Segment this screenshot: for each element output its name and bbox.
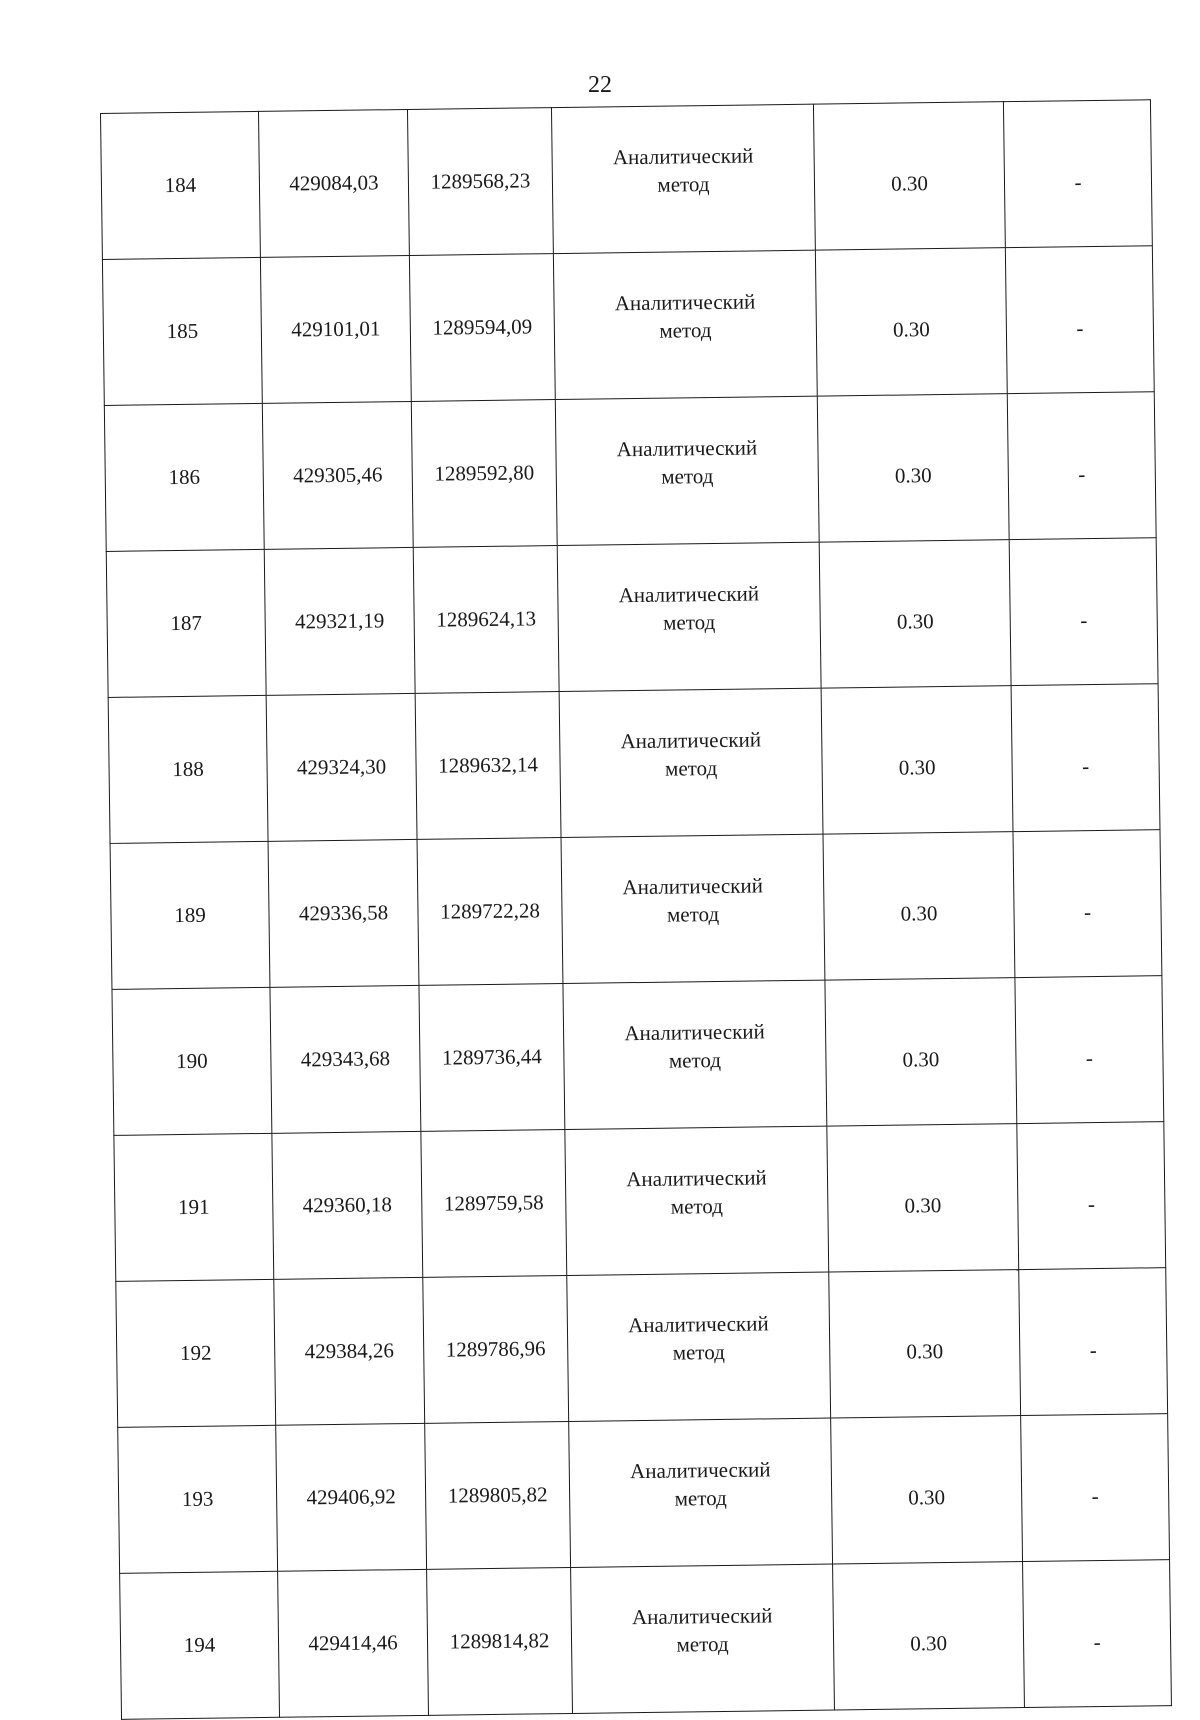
method-line-1: Аналитический (631, 1603, 773, 1630)
note-cell: - (1007, 392, 1156, 540)
note-cell: - (1021, 1414, 1170, 1562)
method-cell (563, 980, 827, 1129)
table-row (108, 684, 1160, 844)
x-coordinate-cell: 429336,58 (268, 839, 419, 987)
method-cell (553, 250, 817, 399)
y-coordinate-cell: 1289594,09 (409, 254, 555, 402)
x-coordinate-cell: 429084,03 (258, 109, 409, 257)
x-coordinate-cell: 429101,01 (260, 255, 411, 403)
note-cell: - (1011, 684, 1160, 832)
method-cell (569, 1418, 833, 1567)
method-line-2: метод (668, 1047, 722, 1073)
method-cell (567, 1272, 831, 1421)
method-cell (557, 542, 821, 691)
accuracy-cell: 0.30 (813, 102, 1005, 250)
method-line-2: метод (676, 1631, 729, 1657)
method-line-2: метод (657, 171, 710, 197)
note-cell: - (1023, 1560, 1172, 1708)
coordinates-table-wrapper (100, 99, 1171, 1720)
x-coordinate-cell: 429324,30 (266, 693, 417, 841)
table-body (101, 100, 1172, 1720)
method-line-2: метод (674, 1485, 727, 1511)
point-number-cell: 188 (108, 695, 268, 843)
method-cell (555, 396, 819, 545)
accuracy-cell: 0.30 (833, 1562, 1025, 1710)
method-line-2: метод (663, 609, 716, 635)
accuracy-cell: 0.30 (817, 394, 1009, 542)
method-line-2: метод (659, 317, 712, 343)
method-line-1: Аналитический (612, 143, 754, 170)
y-coordinate-cell: 1289722,28 (417, 838, 563, 986)
note-cell: - (1017, 1122, 1166, 1270)
note-cell: - (1015, 976, 1164, 1124)
method-line-1: Аналитический (626, 1165, 767, 1192)
accuracy-cell: 0.30 (829, 1270, 1021, 1418)
accuracy-cell: 0.30 (821, 686, 1013, 834)
point-number-cell: 190 (112, 987, 272, 1135)
method-line-1: Аналитический (616, 435, 758, 462)
point-number-cell: 189 (110, 841, 270, 989)
note-cell: - (1005, 246, 1154, 394)
method-line-2: метод (672, 1339, 725, 1365)
method-line-1: Аналитический (624, 1019, 765, 1046)
x-coordinate-cell: 429305,46 (262, 401, 413, 549)
point-number-cell: 184 (101, 111, 261, 259)
method-cell (571, 1564, 835, 1713)
table-row (104, 392, 1156, 552)
table-row (102, 246, 1154, 406)
method-cell (561, 834, 825, 983)
coordinates-table (100, 99, 1172, 1720)
note-cell: - (1009, 538, 1158, 686)
y-coordinate-cell: 1289786,96 (423, 1275, 569, 1423)
accuracy-cell: 0.30 (827, 1124, 1019, 1272)
x-coordinate-cell: 429343,68 (270, 985, 421, 1133)
y-coordinate-cell: 1289736,44 (419, 984, 565, 1132)
y-coordinate-cell: 1289624,13 (413, 546, 559, 694)
accuracy-cell: 0.30 (823, 832, 1015, 980)
note-cell: - (1013, 830, 1162, 978)
point-number-cell: 191 (114, 1133, 274, 1281)
method-cell (565, 1126, 829, 1275)
method-line-1: Аналитический (620, 727, 762, 754)
table-row (106, 538, 1158, 698)
x-coordinate-cell: 429321,19 (264, 547, 415, 695)
method-line-2: метод (670, 1193, 724, 1219)
method-cell (551, 104, 815, 253)
method-line-1: Аналитический (614, 289, 756, 316)
y-coordinate-cell: 1289814,82 (427, 1567, 573, 1715)
method-line-2: метод (664, 755, 718, 781)
method-cell (559, 688, 823, 837)
note-cell: - (1019, 1268, 1168, 1416)
point-number-cell: 193 (118, 1425, 278, 1573)
table-row (110, 830, 1162, 990)
method-line-1: Аналитический (628, 1311, 769, 1338)
table-row (114, 1122, 1166, 1282)
y-coordinate-cell: 1289568,23 (407, 108, 553, 256)
x-coordinate-cell: 429406,92 (276, 1423, 427, 1571)
method-line-1: Аналитический (629, 1457, 771, 1484)
accuracy-cell: 0.30 (831, 1416, 1023, 1564)
method-line-1: Аналитический (622, 873, 764, 900)
table-row (101, 100, 1153, 260)
method-line-2: метод (666, 901, 720, 927)
point-number-cell: 187 (106, 549, 266, 697)
x-coordinate-cell: 429414,46 (278, 1569, 429, 1717)
x-coordinate-cell: 429360,18 (272, 1131, 423, 1279)
point-number-cell: 185 (102, 257, 262, 405)
method-line-1: Аналитический (618, 581, 760, 608)
accuracy-cell: 0.30 (825, 978, 1017, 1126)
x-coordinate-cell: 429384,26 (274, 1277, 425, 1425)
table-row (112, 976, 1164, 1136)
y-coordinate-cell: 1289759,58 (421, 1130, 567, 1278)
accuracy-cell: 0.30 (815, 248, 1007, 396)
y-coordinate-cell: 1289592,80 (411, 400, 557, 548)
y-coordinate-cell: 1289805,82 (425, 1421, 571, 1569)
point-number-cell: 186 (104, 403, 264, 551)
table-row (120, 1560, 1172, 1720)
method-line-2: метод (661, 463, 714, 489)
table-row (116, 1268, 1168, 1428)
table-row (118, 1414, 1170, 1574)
note-cell: - (1003, 100, 1152, 248)
point-number-cell: 194 (120, 1571, 280, 1719)
y-coordinate-cell: 1289632,14 (415, 692, 561, 840)
accuracy-cell: 0.30 (819, 540, 1011, 688)
point-number-cell: 192 (116, 1279, 276, 1427)
page-number: 22 (588, 72, 612, 98)
